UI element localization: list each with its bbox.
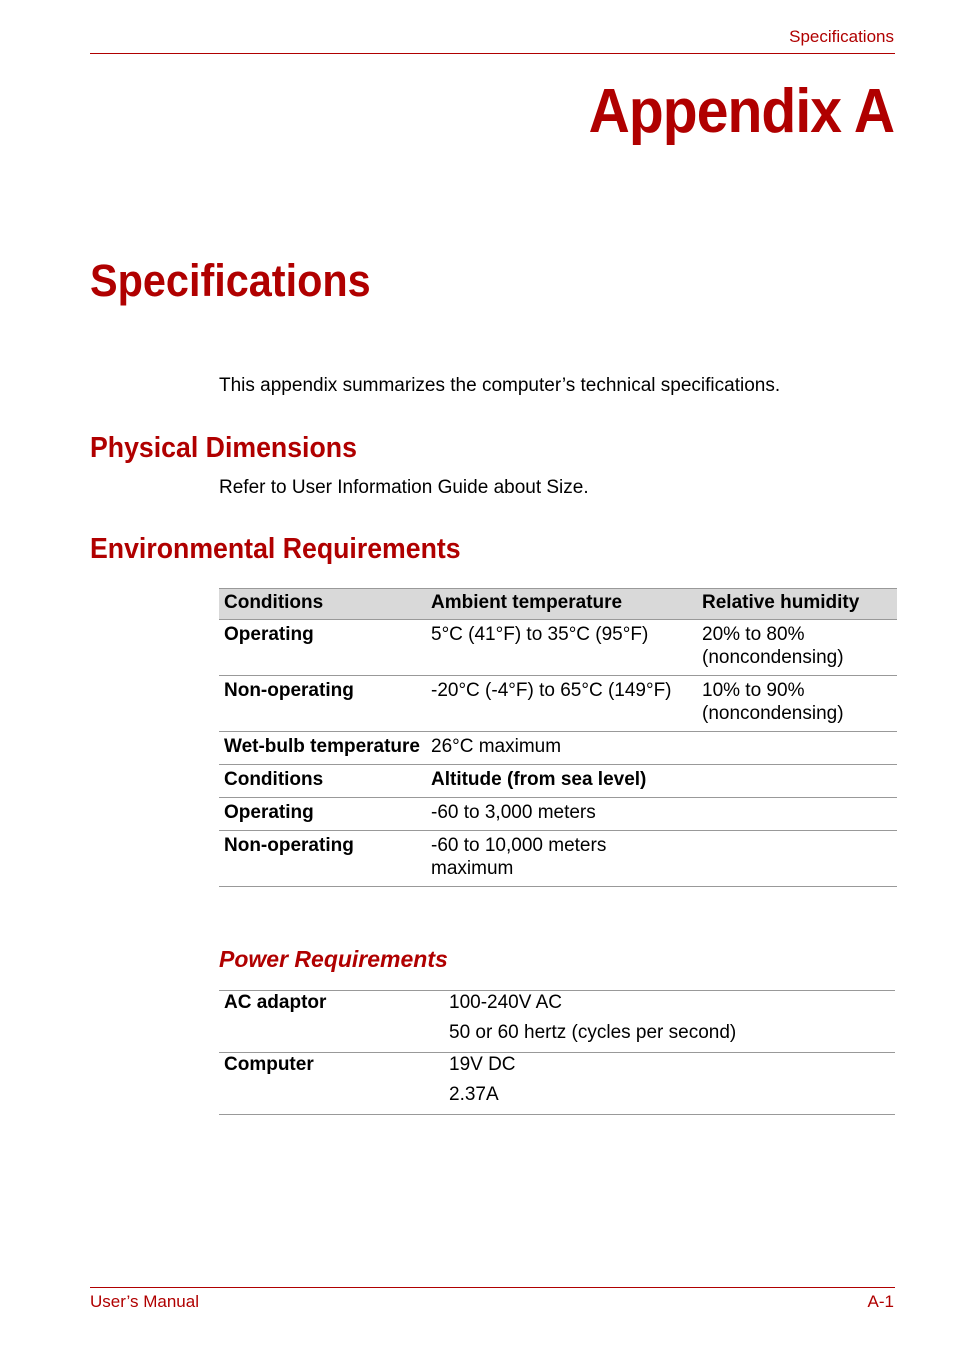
table-cell: 100-240V AC: [449, 992, 563, 1013]
environmental-table: [219, 588, 897, 887]
table-row: [219, 765, 897, 798]
table-cell: 20% to 80% (noncondensing): [702, 624, 844, 668]
table-cell: [697, 765, 897, 798]
table-row: [219, 1053, 895, 1085]
table-cell: Non-operating: [224, 835, 354, 856]
power-requirements-heading: Power Requirements: [219, 946, 448, 972]
table-row: [219, 1022, 895, 1053]
table-cell: 10% to 90% (noncondensing): [702, 680, 844, 724]
physical-dimensions-heading: Physical Dimensions: [90, 432, 357, 464]
table-row: [219, 1084, 895, 1115]
table-cell: Altitude (from sea level): [431, 769, 647, 790]
table-cell: -60 to 3,000 meters: [431, 802, 596, 823]
chapter-title: Appendix A: [588, 77, 894, 146]
table-cell: [697, 831, 897, 887]
table-row: [219, 620, 897, 676]
table-row: [219, 676, 897, 732]
table-cell: -20°C (-4°F) to 65°C (149°F): [431, 680, 672, 701]
page-number: A-1: [867, 1292, 894, 1311]
table-cell: Computer: [224, 1054, 314, 1075]
section-title: Specifications: [90, 255, 371, 306]
intro-paragraph: This appendix summarizes the computer’s technical specifications.: [219, 375, 781, 396]
footer-manual-title: User’s Manual: [90, 1292, 199, 1311]
table-cell: 19V DC: [449, 1054, 516, 1075]
table-cell: AC adaptor: [224, 992, 327, 1013]
column-header: Relative humidity: [697, 589, 897, 620]
table-cell: Operating: [224, 802, 314, 823]
column-header: Conditions: [219, 589, 426, 620]
footer-rule: [90, 1287, 895, 1288]
power-table: [219, 990, 895, 1115]
table-cell: 2.37A: [449, 1084, 499, 1105]
table-header-row: [219, 589, 897, 620]
table-cell: 5°C (41°F) to 35°C (95°F): [431, 624, 649, 645]
table-cell: 26°C maximum: [431, 736, 562, 757]
table-cell: 50 or 60 hertz (cycles per second): [449, 1022, 737, 1043]
table-row: [219, 732, 897, 765]
header-rule: [90, 53, 895, 54]
table-cell: Conditions: [224, 769, 324, 790]
table-cell: [697, 798, 897, 831]
physical-dimensions-text: Refer to User Information Guide about Size.: [219, 477, 589, 498]
running-header: Specifications: [789, 27, 894, 46]
table-row: [219, 831, 897, 887]
environmental-requirements-heading: Environmental Requirements: [90, 533, 461, 565]
table-row: [219, 991, 895, 1023]
table-cell: [219, 1084, 444, 1115]
table-row: [219, 798, 897, 831]
table-cell: Non-operating: [224, 680, 354, 701]
table-cell: [697, 732, 897, 765]
column-header: Ambient temperature: [426, 589, 697, 620]
table-cell: -60 to 10,000 meters maximum: [431, 835, 607, 879]
table-cell: Wet-bulb temperature: [224, 736, 421, 757]
table-cell: Operating: [224, 624, 314, 645]
table-cell: [219, 1022, 444, 1053]
